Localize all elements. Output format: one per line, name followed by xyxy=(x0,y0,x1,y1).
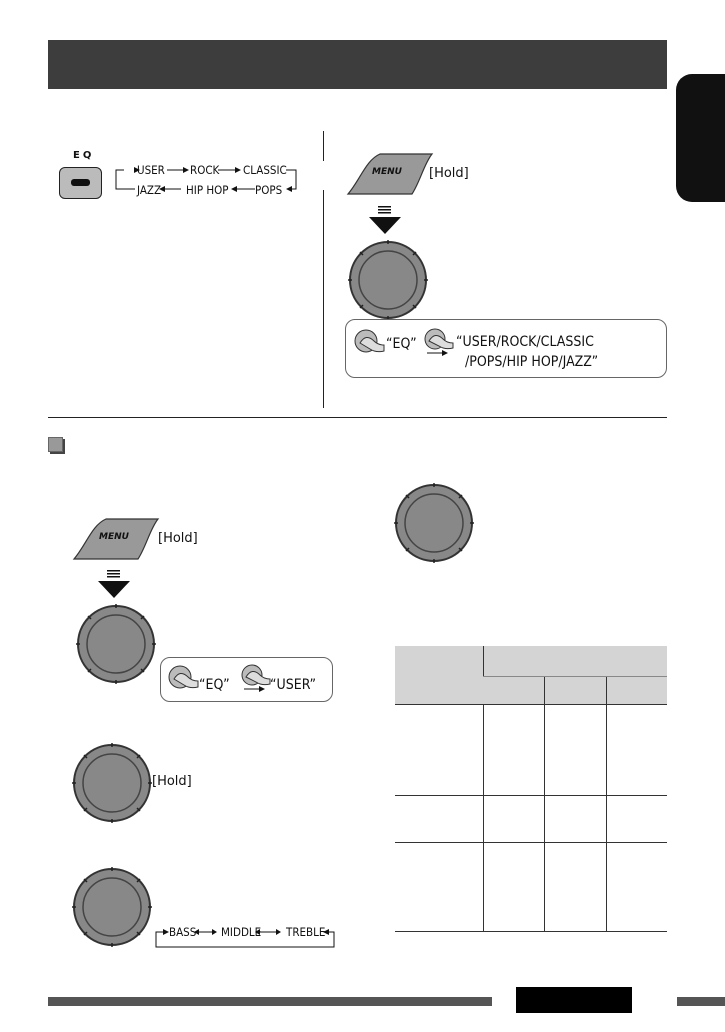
table-row-2-label xyxy=(395,795,484,842)
title-bar xyxy=(48,40,667,89)
eq-select-from: “EQ” xyxy=(386,336,417,352)
eq-band-table xyxy=(395,646,667,932)
table-cell xyxy=(606,704,667,795)
eq-select-to-line1: “USER/ROCK/CLASSIC xyxy=(456,334,594,350)
table-header-corner xyxy=(395,646,484,704)
band-middle: MIDDLE xyxy=(221,925,262,939)
control-dial-knob-4[interactable] xyxy=(70,865,154,949)
section-bullet-icon xyxy=(48,437,63,452)
turn-hand-icon xyxy=(352,327,388,355)
control-dial-knob[interactable] xyxy=(346,238,430,322)
menu-hold-label-2: [Hold] xyxy=(158,531,198,546)
footer-bar-left xyxy=(48,997,492,1006)
menu-button-2-label: MENU xyxy=(99,532,129,542)
down-arrow-icon xyxy=(367,206,403,236)
table-cell xyxy=(484,842,545,931)
eq-select-to-line2: /POPS/HIP HOP/JAZZ” xyxy=(465,354,599,370)
eq-button-slot xyxy=(71,179,90,186)
table-cell xyxy=(545,795,606,842)
language-tab xyxy=(676,74,725,202)
table-row-3-label xyxy=(395,842,484,931)
eq-user-to: “USER” xyxy=(270,677,317,693)
control-dial-knob-3[interactable] xyxy=(70,741,154,825)
table-header-span xyxy=(484,646,667,676)
eq-mode-classic: CLASSIC xyxy=(243,163,287,177)
eq-mode-jazz: JAZZ xyxy=(137,183,162,197)
table-cell xyxy=(545,704,606,795)
table-row-1-label xyxy=(395,704,484,795)
band-bass: BASS xyxy=(169,925,197,939)
control-dial-knob-5[interactable] xyxy=(392,481,476,565)
eq-button-label: EQ xyxy=(73,150,95,161)
press-hand-icon xyxy=(421,327,457,357)
table-cell xyxy=(545,842,606,931)
section-divider xyxy=(48,417,667,418)
down-arrow-icon-2 xyxy=(96,570,132,600)
eq-mode-hiphop: HIP HOP xyxy=(186,183,229,197)
column-divider xyxy=(323,190,324,408)
eq-user-from: “EQ” xyxy=(199,677,230,693)
press-hand-icon-2 xyxy=(238,663,272,693)
table-subheader-2 xyxy=(545,676,606,704)
table-cell xyxy=(484,704,545,795)
menu-button-label: MENU xyxy=(372,167,402,177)
eq-button[interactable] xyxy=(59,167,102,199)
footer-bar-right xyxy=(677,997,725,1006)
table-cell xyxy=(606,842,667,931)
table-cell xyxy=(606,795,667,842)
table-cell xyxy=(484,795,545,842)
turn-hand-icon-2 xyxy=(166,663,200,691)
eq-mode-rock: ROCK xyxy=(190,163,220,177)
table-subheader-3 xyxy=(606,676,667,704)
footer-page-block xyxy=(516,987,632,1013)
eq-mode-user: USER xyxy=(137,163,165,177)
knob-hold-label: [Hold] xyxy=(152,774,192,789)
menu-hold-label: [Hold] xyxy=(429,166,469,181)
table-subheader-1 xyxy=(484,676,545,704)
control-dial-knob-2[interactable] xyxy=(74,602,158,686)
eq-mode-pops: POPS xyxy=(255,183,283,197)
band-treble: TREBLE xyxy=(286,925,326,939)
column-divider-top xyxy=(323,131,324,161)
